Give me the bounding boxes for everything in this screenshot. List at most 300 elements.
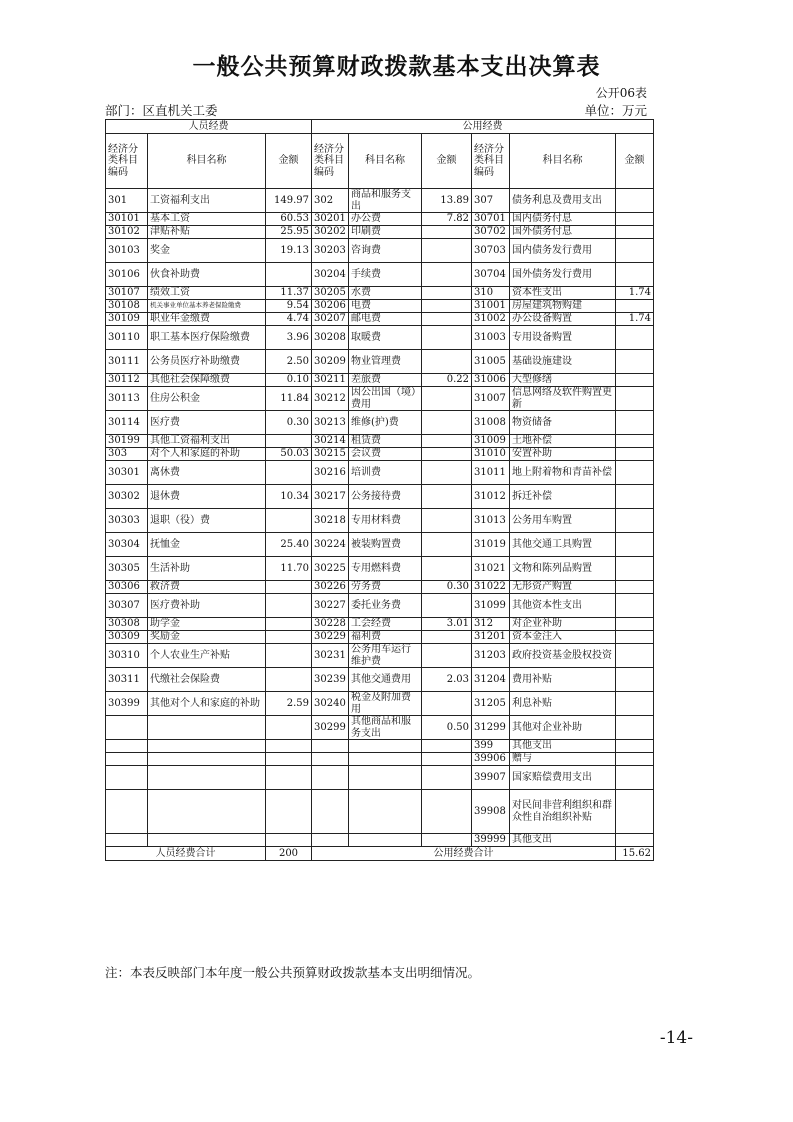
public-item-2-cell: 文物和陈列品购置 [510,557,616,581]
personnel-code-cell [106,834,148,847]
public-item-2-cell: 土地补偿 [510,435,616,448]
personnel-item-cell: 其他社会保障缴费 [148,374,266,387]
table-row [106,485,654,509]
personnel-amount-cell: 19.13 [266,239,312,263]
public-item-cell [349,766,422,790]
public-item-cell: 公务接待费 [349,485,422,509]
personnel-amount-cell: 4.74 [266,313,312,326]
public-amount-cell [422,834,472,847]
public-item-2-cell: 办公设备购置 [510,313,616,326]
header-code: 经济分类科目编码 [106,134,148,189]
personnel-total-label: 人员经费合计 [106,847,266,861]
public-item-cell: 物业管理费 [349,350,422,374]
personnel-code-cell: 30305 [106,557,148,581]
public-code-cell [312,834,349,847]
public-code-2-cell: 30704 [472,263,510,287]
public-code-2-cell: 31201 [472,631,510,644]
personnel-code-cell: 30399 [106,692,148,716]
public-amount-cell [422,387,472,411]
public-item-cell: 会议费 [349,448,422,461]
personnel-code-cell: 30112 [106,374,148,387]
public-code-cell: 30209 [312,350,349,374]
public-amount-cell [422,239,472,263]
public-item-cell: 办公费 [349,213,422,226]
public-code-cell: 30214 [312,435,349,448]
personnel-item-cell: 住房公积金 [148,387,266,411]
public-code-cell: 302 [312,189,349,213]
public-code-cell: 30206 [312,300,349,313]
personnel-item-cell: 个人农业生产补贴 [148,644,266,668]
public-code-2-cell: 31205 [472,692,510,716]
public-item-2-cell: 无形资产购置 [510,581,616,594]
personnel-item-cell: 抚恤金 [148,533,266,557]
table-row [106,533,654,557]
header-amount: 金额 [616,134,654,189]
personnel-amount-cell: 2.59 [266,692,312,716]
public-amount-cell [422,411,472,435]
table-row [106,239,654,263]
public-amount-cell [422,533,472,557]
personnel-code-cell: 30309 [106,631,148,644]
public-amount-cell [422,790,472,834]
table-row [106,213,654,226]
public-item-2-cell: 国内债务发行费用 [510,239,616,263]
public-amount-2-cell [616,594,654,618]
public-item-cell: 被装购置费 [349,533,422,557]
public-amount-2-cell [616,374,654,387]
public-code-2-cell: 30702 [472,226,510,239]
public-amount-2-cell [616,448,654,461]
public-amount-2-cell [616,581,654,594]
public-code-2-cell: 310 [472,287,510,300]
header-name: 科目名称 [349,134,422,189]
public-amount-cell [422,313,472,326]
public-item-2-cell: 房屋建筑物购建 [510,300,616,313]
public-amount-cell [422,753,472,766]
footnote: 注：本表反映部门本年度一般公共预算财政拨款基本支出明细情况。 [105,965,481,980]
personnel-item-cell: 退职（役）费 [148,509,266,533]
header-name: 科目名称 [148,134,266,189]
public-item-2-cell: 对民间非营利组织和群众性自治组织补贴 [510,790,616,834]
public-code-cell: 30215 [312,448,349,461]
public-code-cell: 30217 [312,485,349,509]
personnel-item-cell: 生活补助 [148,557,266,581]
public-amount-2-cell [616,485,654,509]
personnel-item-cell: 退休费 [148,485,266,509]
personnel-item-cell: 代缴社会保险费 [148,668,266,692]
public-item-2-cell: 政府投资基金股权投资 [510,644,616,668]
public-amount-2-cell [616,753,654,766]
public-code-2-cell: 31001 [472,300,510,313]
public-code-2-cell: 39999 [472,834,510,847]
personnel-amount-cell: 25.40 [266,533,312,557]
public-amount-cell [422,435,472,448]
public-code-cell: 30201 [312,213,349,226]
public-amount-cell [422,509,472,533]
personnel-code-cell: 30101 [106,213,148,226]
personnel-item-cell [148,740,266,753]
public-item-2-cell: 资本金注入 [510,631,616,644]
public-amount-cell [422,287,472,300]
public-code-cell: 30240 [312,692,349,716]
personnel-amount-cell: 11.84 [266,387,312,411]
personnel-code-cell: 30307 [106,594,148,618]
public-code-cell: 30208 [312,326,349,350]
public-item-2-cell: 基础设施建设 [510,350,616,374]
public-amount-2-cell: 1.74 [616,287,654,300]
personnel-amount-cell [266,766,312,790]
personnel-total-value: 200 [266,847,312,861]
personnel-item-cell: 医疗费 [148,411,266,435]
public-code-cell: 30207 [312,313,349,326]
public-total-label: 公用经费合计 [312,847,616,861]
personnel-item-cell [148,790,266,834]
personnel-code-cell: 303 [106,448,148,461]
public-amount-cell [422,557,472,581]
public-code-cell: 30299 [312,716,349,740]
public-amount-cell [422,631,472,644]
public-amount-2-cell [616,740,654,753]
personnel-code-cell: 30306 [106,581,148,594]
table-row [106,313,654,326]
table-row [106,435,654,448]
public-code-cell: 30203 [312,239,349,263]
public-code-cell [312,790,349,834]
public-amount-2-cell [616,226,654,239]
personnel-code-cell: 30110 [106,326,148,350]
header-amount: 金额 [422,134,472,189]
public-amount-2-cell [616,300,654,313]
public-code-cell: 30224 [312,533,349,557]
department-label: 部门：区直机关工委 [105,103,218,118]
form-number: 公开06表 [595,86,647,100]
public-item-cell: 维修(护)费 [349,411,422,435]
personnel-code-cell: 30107 [106,287,148,300]
personnel-item-cell [148,834,266,847]
personnel-amount-cell [266,618,312,631]
public-item-2-cell: 物资储备 [510,411,616,435]
table-row [106,766,654,790]
personnel-amount-cell: 0.10 [266,374,312,387]
public-item-cell: 培训费 [349,461,422,485]
public-item-2-cell: 其他对企业补助 [510,716,616,740]
personnel-group-header: 人员经费 [106,120,312,134]
public-amount-cell [422,263,472,287]
public-amount-2-cell [616,716,654,740]
public-code-2-cell: 31006 [472,374,510,387]
personnel-item-cell: 救济费 [148,581,266,594]
public-item-cell: 商品和服务支出 [349,189,422,213]
public-amount-2-cell [616,509,654,533]
personnel-amount-cell: 2.50 [266,350,312,374]
personnel-item-cell: 助学金 [148,618,266,631]
public-item-2-cell: 公务用车购置 [510,509,616,533]
public-code-2-cell: 31203 [472,644,510,668]
public-amount-cell [422,644,472,668]
public-code-2-cell: 39908 [472,790,510,834]
public-amount-2-cell [616,618,654,631]
personnel-code-cell: 30109 [106,313,148,326]
personnel-amount-cell [266,581,312,594]
public-code-2-cell: 31003 [472,326,510,350]
table-row [106,618,654,631]
public-item-2-cell: 利息补贴 [510,692,616,716]
public-item-cell: 公务用车运行维护费 [349,644,422,668]
public-amount-2-cell [616,189,654,213]
table-row [106,644,654,668]
personnel-item-cell: 职业年金缴费 [148,313,266,326]
personnel-amount-cell [266,716,312,740]
public-code-cell: 30225 [312,557,349,581]
public-item-2-cell: 专用设备购置 [510,326,616,350]
public-item-2-cell: 其他支出 [510,834,616,847]
public-code-cell: 30216 [312,461,349,485]
public-code-2-cell: 312 [472,618,510,631]
table-row [106,692,654,716]
public-amount-2-cell [616,239,654,263]
public-amount-2-cell [616,350,654,374]
personnel-amount-cell: 10.34 [266,485,312,509]
public-item-2-cell: 对企业补助 [510,618,616,631]
public-amount-cell [422,461,472,485]
public-amount-cell: 0.50 [422,716,472,740]
personnel-item-cell: 离休费 [148,461,266,485]
public-item-cell: 税金及附加费用 [349,692,422,716]
public-code-cell [312,766,349,790]
table-row [106,834,654,847]
public-amount-2-cell: 1.74 [616,313,654,326]
table-row [106,716,654,740]
table-row [106,740,654,753]
personnel-code-cell [106,740,148,753]
public-item-cell: 取暖费 [349,326,422,350]
public-code-cell: 30212 [312,387,349,411]
personnel-item-cell [148,766,266,790]
table-row [106,263,654,287]
personnel-amount-cell [266,461,312,485]
public-item-2-cell: 拆迁补偿 [510,485,616,509]
public-code-cell [312,740,349,753]
personnel-amount-cell [266,631,312,644]
public-code-2-cell: 31204 [472,668,510,692]
public-amount-2-cell [616,766,654,790]
header-code: 经济分类科目编码 [312,134,349,189]
public-amount-cell: 3.01 [422,618,472,631]
public-item-cell [349,753,422,766]
personnel-item-cell: 医疗费补助 [148,594,266,618]
public-amount-cell [422,692,472,716]
public-amount-cell [422,485,472,509]
table-row [106,287,654,300]
public-item-cell: 其他交通费用 [349,668,422,692]
public-item-cell: 专用材料费 [349,509,422,533]
table-row [106,461,654,485]
table-row [106,350,654,374]
personnel-code-cell: 301 [106,189,148,213]
public-amount-cell: 0.22 [422,374,472,387]
personnel-item-cell: 其他对个人和家庭的补助 [148,692,266,716]
personnel-amount-cell: 11.70 [266,557,312,581]
personnel-item-cell: 奖金 [148,239,266,263]
personnel-amount-cell: 3.96 [266,326,312,350]
public-code-2-cell: 31022 [472,581,510,594]
public-code-2-cell: 31099 [472,594,510,618]
public-group-header: 公用经费 [312,120,654,134]
personnel-amount-cell [266,790,312,834]
public-amount-2-cell [616,644,654,668]
public-item-2-cell: 赠与 [510,753,616,766]
public-item-cell: 其他商品和服务支出 [349,716,422,740]
personnel-code-cell: 30108 [106,300,148,313]
personnel-amount-cell [266,644,312,668]
public-code-2-cell: 31005 [472,350,510,374]
public-amount-cell: 7.82 [422,213,472,226]
public-item-cell: 劳务费 [349,581,422,594]
public-item-2-cell: 国内债务付息 [510,213,616,226]
public-amount-cell [422,350,472,374]
public-amount-cell: 2.03 [422,668,472,692]
personnel-code-cell: 30199 [106,435,148,448]
public-item-2-cell: 其他资本性支出 [510,594,616,618]
table-row [106,189,654,213]
public-amount-2-cell [616,790,654,834]
personnel-item-cell: 伙食补助费 [148,263,266,287]
table-row [106,509,654,533]
public-amount-2-cell [616,533,654,557]
public-code-2-cell: 31002 [472,313,510,326]
public-amount-2-cell [616,834,654,847]
public-item-cell: 差旅费 [349,374,422,387]
personnel-code-cell [106,766,148,790]
expenditure-table [105,119,654,861]
personnel-item-cell [148,716,266,740]
personnel-code-cell: 30102 [106,226,148,239]
public-item-2-cell: 其他交通工具购置 [510,533,616,557]
public-amount-2-cell [616,692,654,716]
personnel-code-cell: 30303 [106,509,148,533]
public-item-cell: 工会经费 [349,618,422,631]
public-amount-2-cell [616,411,654,435]
public-amount-cell: 13.89 [422,189,472,213]
personnel-amount-cell: 11.37 [266,287,312,300]
public-code-cell: 30228 [312,618,349,631]
personnel-code-cell: 30114 [106,411,148,435]
personnel-code-cell: 30103 [106,239,148,263]
table-row [106,668,654,692]
public-amount-cell [422,766,472,790]
public-amount-cell [422,300,472,313]
table-row [106,411,654,435]
public-amount-2-cell [616,557,654,581]
public-amount-2-cell [616,631,654,644]
personnel-amount-cell [266,263,312,287]
personnel-code-cell: 30111 [106,350,148,374]
public-item-2-cell: 国家赔偿费用支出 [510,766,616,790]
personnel-amount-cell [266,740,312,753]
personnel-amount-cell: 25.95 [266,226,312,239]
table-row [106,753,654,766]
personnel-amount-cell: 0.30 [266,411,312,435]
public-code-cell: 30239 [312,668,349,692]
public-code-2-cell: 307 [472,189,510,213]
personnel-amount-cell [266,435,312,448]
public-item-cell: 印刷费 [349,226,422,239]
personnel-amount-cell: 50.03 [266,448,312,461]
public-item-cell: 因公出国（境）费用 [349,387,422,411]
public-item-2-cell: 安置补助 [510,448,616,461]
public-item-cell: 手续费 [349,263,422,287]
public-code-2-cell: 31010 [472,448,510,461]
public-item-2-cell: 资本性支出 [510,287,616,300]
public-amount-2-cell [616,435,654,448]
public-code-2-cell: 31019 [472,533,510,557]
public-code-2-cell: 31009 [472,435,510,448]
table-row [106,448,654,461]
public-code-2-cell: 31008 [472,411,510,435]
public-amount-2-cell [616,387,654,411]
public-code-2-cell: 30701 [472,213,510,226]
table-row [106,631,654,644]
public-code-2-cell: 39907 [472,766,510,790]
personnel-item-cell: 津贴补贴 [148,226,266,239]
public-item-cell: 电费 [349,300,422,313]
public-code-cell [312,753,349,766]
personnel-code-cell: 30310 [106,644,148,668]
table-row [106,581,654,594]
public-code-2-cell: 31021 [472,557,510,581]
personnel-code-cell: 30302 [106,485,148,509]
public-amount-2-cell [616,326,654,350]
public-amount-2-cell [616,263,654,287]
public-amount-cell [422,594,472,618]
public-item-cell [349,790,422,834]
personnel-item-cell [148,753,266,766]
public-code-cell: 30231 [312,644,349,668]
public-code-cell: 30213 [312,411,349,435]
header-code: 经济分类科目编码 [472,134,510,189]
public-code-cell: 30202 [312,226,349,239]
public-code-cell: 30227 [312,594,349,618]
public-code-2-cell: 31012 [472,485,510,509]
public-item-2-cell: 费用补贴 [510,668,616,692]
table-row [106,374,654,387]
public-total-value: 15.62 [616,847,654,861]
public-item-cell: 咨询费 [349,239,422,263]
public-item-2-cell: 大型修缮 [510,374,616,387]
personnel-item-cell: 机关事业单位基本养老保险缴费 [148,300,266,313]
public-code-2-cell: 39906 [472,753,510,766]
table-row [106,326,654,350]
public-code-cell: 30229 [312,631,349,644]
personnel-item-cell: 其他工资福利支出 [148,435,266,448]
public-item-2-cell: 债务利息及费用支出 [510,189,616,213]
public-code-cell: 30204 [312,263,349,287]
personnel-amount-cell [266,509,312,533]
personnel-item-cell: 对个人和家庭的补助 [148,448,266,461]
personnel-item-cell: 绩效工资 [148,287,266,300]
public-code-2-cell: 31011 [472,461,510,485]
public-amount-2-cell [616,213,654,226]
personnel-amount-cell: 60.53 [266,213,312,226]
personnel-amount-cell: 149.97 [266,189,312,213]
personnel-amount-cell [266,594,312,618]
table-row [106,790,654,834]
public-amount-cell [422,226,472,239]
personnel-item-cell: 工资福利支出 [148,189,266,213]
public-item-cell [349,834,422,847]
personnel-code-cell: 30113 [106,387,148,411]
unit-label: 单位：万元 [584,103,647,118]
